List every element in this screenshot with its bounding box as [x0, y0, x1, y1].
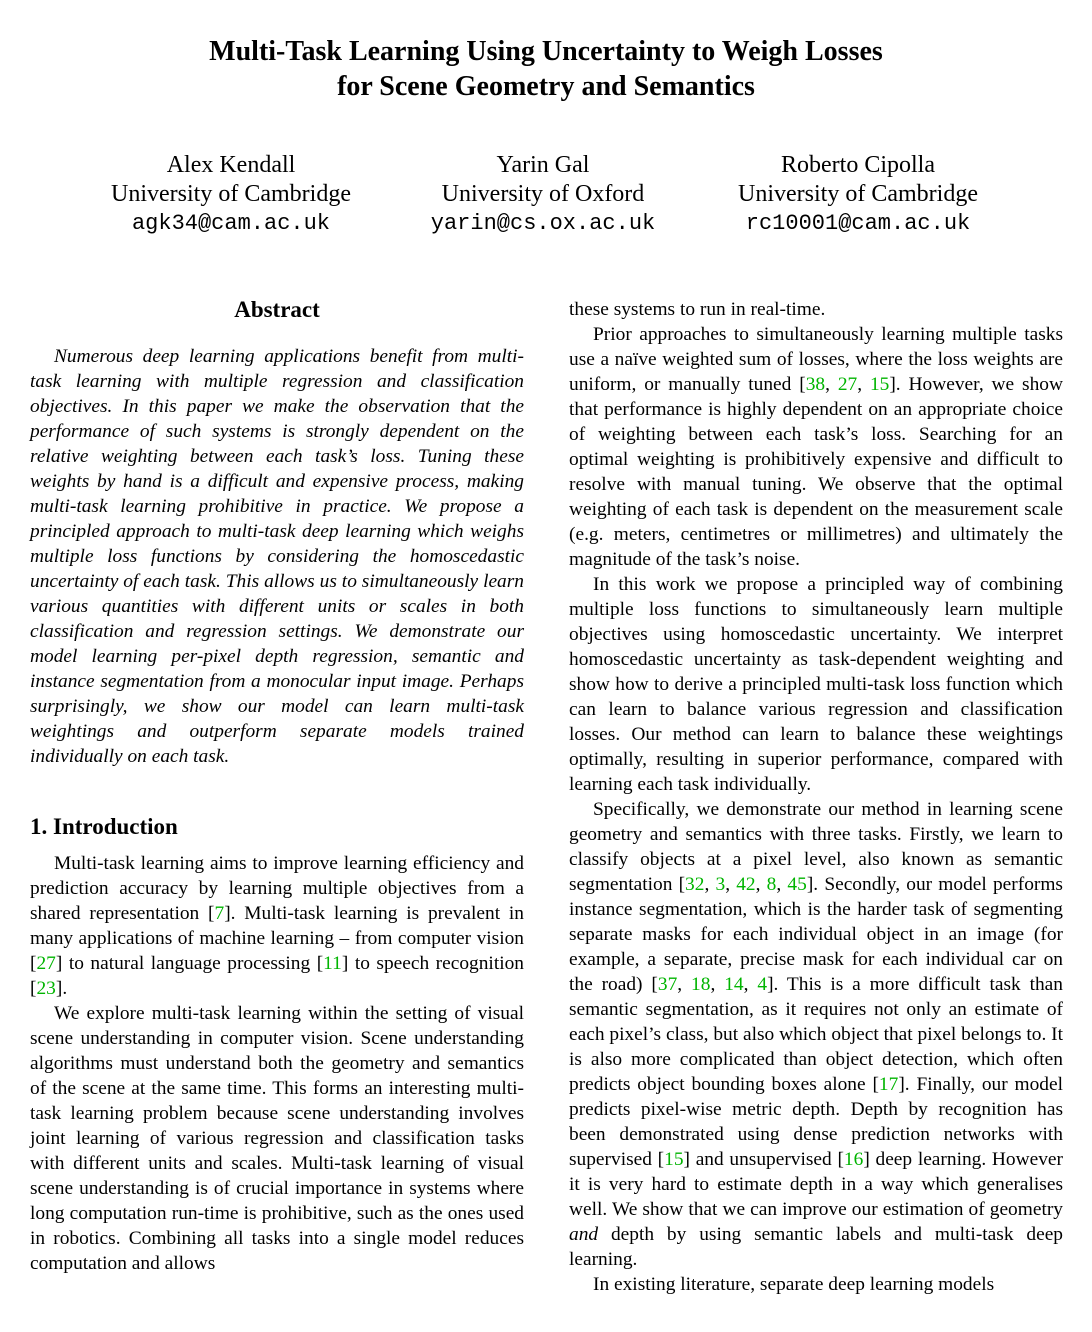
author-name: Roberto Cipolla — [781, 152, 935, 178]
text-run: ]. This is a more difficult task than semantic segmentation, as it requires not only an estimate of each pixel’s class, but also which object that pixel belongs to. It is also more complicated than object detection, which often predicts object bounding boxes alone [ — [569, 974, 1063, 1095]
author-block — [383, 151, 703, 238]
text-run: , — [755, 874, 767, 895]
text-run: , — [776, 874, 788, 895]
intro-paragraph-1 — [30, 851, 524, 1001]
citation-link[interactable]: 11 — [323, 953, 342, 974]
citation-link[interactable]: 15 — [664, 1149, 684, 1170]
citation-link[interactable]: 14 — [724, 974, 744, 995]
title-line-1: Multi-Task Learning Using Uncertainty to Weigh Losses — [209, 36, 883, 67]
text-run: ] to natural language processing [ — [55, 953, 324, 974]
text-run: Specifically, we demonstrate our method in learning scene geometry and semantics with three tasks. Firstly, we learn to classify objects at a pixel level, also known as semantic segmentation [ — [569, 799, 1063, 895]
author-name: Alex Kendall — [166, 152, 296, 178]
text-run: ]. — [55, 978, 68, 999]
author-name: Yarin Gal — [496, 152, 590, 178]
intro-paragraph-6: In existing literature, separate deep learning models — [593, 1274, 995, 1295]
citation-link[interactable]: 17 — [878, 1074, 899, 1095]
text-run: , — [857, 374, 870, 395]
intro-paragraph-3 — [569, 322, 1063, 572]
text-run: ] and unsupervised [ — [683, 1149, 844, 1170]
intro-paragraph-5 — [569, 797, 1063, 1272]
author-affiliation: University of Cambridge — [738, 181, 978, 207]
citation-link[interactable]: 15 — [869, 374, 890, 395]
text-run: depth by using semantic labels and multi-task deep learning. — [569, 1224, 1063, 1270]
author-email: rc10001@cam.ac.uk — [745, 211, 971, 236]
text-run: , — [677, 974, 692, 995]
author-affiliation: University of Cambridge — [111, 181, 351, 207]
citation-link[interactable]: 27 — [36, 953, 56, 974]
citation-link[interactable]: 16 — [843, 1149, 864, 1170]
section-heading-introduction: 1. Introduction — [30, 814, 178, 839]
paragraph-continuation: these systems to run in real-time. — [569, 299, 826, 320]
text-run: , — [710, 974, 725, 995]
text-run: ]. Secondly, our model performs instance segmentation, which is the harder task of segmenting separate masks for each individual object in an image (for example, a separate, precise mask for each individual car on the road) [ — [569, 874, 1063, 995]
intro-paragraph-2: We explore multi-task learning within the setting of visual scene understanding in computer vision. Scene understanding algorithms must understand both the geometry and semantics of the scene at the same time. This forms an interesting multi-task learning problem because scene understanding involves joint learning of various regression and classification tasks with different units and scales. Multi-task learning of visual scene understanding is of crucial importance in systems where long computation run-time is prohibitive, such as the ones used in robotics. Combining all tasks into a single model reduces computation and allows — [30, 1003, 524, 1274]
left-column — [30, 296, 524, 1276]
citation-link[interactable]: 45 — [787, 874, 807, 895]
citation-link[interactable]: 27 — [837, 374, 858, 395]
abstract-text: Numerous deep learning applications benefit from multi-task learning with multiple regression and classification objectives. In this paper we make the observation that the performance of such systems is strongly dependent on the relative weighting between each task’s loss. Tuning these weights by hand is a difficult and expensive process, making multi-task learning prohibitive in practice. We propose a principled approach to multi-task deep learning which weighs multiple loss functions by considering the homoscedastic uncertainty of each task. This allows us to simultaneously learn various quantities with different units or scales in both classification and regression settings. We demonstrate our model learning per-pixel depth regression, semantic and instance segmentation from a monocular input image. Perhaps surprisingly, we show our model can learn multi-task weightings and outperform separate models trained individually on each task. — [30, 346, 524, 767]
text-run: , — [825, 374, 838, 395]
citation-link[interactable]: 23 — [36, 978, 56, 999]
citation-link[interactable]: 3 — [715, 874, 726, 895]
text-run: Prior approaches to simultaneously learning multiple tasks use a naïve weighted sum of losses, where the loss weights are uniform, or manually tuned [ — [569, 324, 1063, 395]
emphasis-text: and — [569, 1224, 599, 1245]
citation-link[interactable]: 4 — [757, 974, 768, 995]
author-block — [698, 151, 1018, 238]
abstract — [30, 344, 524, 769]
citation-link[interactable]: 18 — [691, 974, 711, 995]
citation-link[interactable]: 32 — [685, 874, 705, 895]
text-run: , — [743, 974, 758, 995]
intro-paragraph-4: In this work we propose a principled way of combining multiple loss functions to simultaneously learn multiple objectives using homoscedastic uncertainty. We interpret homoscedastic uncertainty as task-dependent weighting and show how to derive a principled multi-task loss function which can learn to balance various regression and classification losses. Our method can learn to balance these weightings optimally, resulting in superior performance, compared with learning each task individually. — [569, 574, 1063, 795]
author-affiliation: University of Oxford — [441, 181, 645, 207]
text-run: ]. Finally, our model predicts pixel-wise metric depth. Depth by recognition has been demonstrated using dense prediction networks with supervised [ — [569, 1074, 1063, 1170]
abstract-heading: Abstract — [234, 297, 320, 322]
text-run: ]. Multi-task learning is prevalent in many applications of machine learning – from computer vision [ — [30, 903, 524, 974]
author-block — [71, 151, 391, 238]
author-email: agk34@cam.ac.uk — [131, 211, 331, 236]
citation-link[interactable]: 38 — [805, 374, 826, 395]
citation-link[interactable]: 7 — [214, 903, 225, 924]
citation-link[interactable]: 42 — [736, 874, 756, 895]
text-run: , — [725, 874, 737, 895]
text-run: ] to speech recognition [ — [30, 953, 524, 999]
right-column — [569, 297, 1063, 1297]
paper-title — [0, 34, 1092, 104]
text-run: , — [704, 874, 716, 895]
text-run: Multi-task learning aims to improve learning efficiency and prediction accuracy by learning multiple objectives from a shared representation [ — [30, 853, 524, 924]
title-line-2: for Scene Geometry and Semantics — [337, 71, 755, 102]
citation-link[interactable]: 8 — [766, 874, 777, 895]
author-email: yarin@cs.ox.ac.uk — [430, 211, 656, 236]
text-run: ]. However, we show that performance is highly dependent on an appropriate choice of weighting between each task’s loss. Searching for an optimal weighting is prohibitively expensive and difficult to resolve with manual tuning. We observe that the optimal weighting of each task is dependent on the measurement scale (e.g. meters, centimetres or millimetres) and ultimately the magnitude of the task’s noise. — [569, 374, 1063, 570]
text-run: ] deep learning. However it is very hard to estimate depth in a way which generalises well. We show that we can improve our estimation of geometry — [569, 1149, 1063, 1220]
citation-link[interactable]: 37 — [657, 974, 678, 995]
